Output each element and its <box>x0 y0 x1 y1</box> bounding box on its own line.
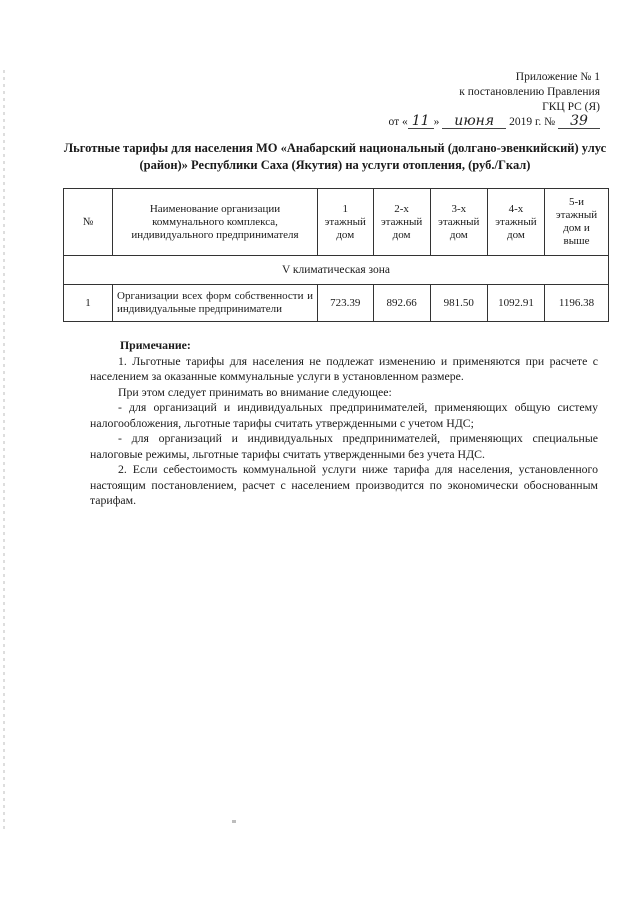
handwritten-day: 11 <box>408 115 434 129</box>
notes-heading: Примечание: <box>120 338 191 352</box>
tariff-5-floor: 1196.38 <box>545 285 609 322</box>
handwritten-month: июня <box>442 115 506 129</box>
decree-date-line <box>340 115 600 130</box>
row-num: 1 <box>64 285 113 322</box>
date-prefix: от « <box>388 116 408 128</box>
header-org-name: Наименование организации коммунального комплекса, индивидуального предпринимателя <box>113 189 318 256</box>
tariff-3-floor: 981.50 <box>430 285 487 322</box>
scan-edge-artifact <box>3 70 5 830</box>
agency-line: ГКЦ РС (Я) <box>542 101 600 113</box>
date-separator: » <box>433 116 440 128</box>
climate-zone-row <box>64 256 609 285</box>
document-title: Льготные тарифы для населения МО «Анабарский национальный (долгано-эвенкийский) улус (район)» Республики Саха (Якутия) на услуги отопления, (руб./Гкал) <box>63 141 607 172</box>
note-paragraph-5: 2. Если себестоимость коммунальной услуги ниже тарифа для населения, установленного настоящим постановлением, расчет с населением производится по экономически обоснованным тарифам. <box>90 462 598 507</box>
note-paragraph-2: При этом следует принимать во внимание следующее: <box>118 384 392 399</box>
handwritten-decree-number: 39 <box>558 115 600 129</box>
row-org: Организации всех форм собственности и индивидуальные предприниматели <box>113 285 318 322</box>
tariff-2-floor: 892.66 <box>373 285 430 322</box>
table-row <box>64 285 609 322</box>
table-header-row <box>64 189 609 256</box>
tariff-1-floor: 723.39 <box>318 285 374 322</box>
appendix-header <box>340 70 600 130</box>
note-paragraph-4: - для организаций и индивидуальных предпринимателей, применяющих специальные налоговые режимы, льготные тарифы считать утвержденными без учета НДС. <box>90 431 598 461</box>
header-col-4: 4-х этажный дом <box>487 189 544 256</box>
header-col-2: 2-х этажный дом <box>373 189 430 256</box>
tariff-table <box>63 188 609 322</box>
header-col-3: 3-х этажный дом <box>430 189 487 256</box>
header-col-5: 5-и этажный дом и выше <box>545 189 609 256</box>
date-year-prefix: 2019 г. № <box>509 116 556 128</box>
notes-section <box>90 338 598 509</box>
note-paragraph-1: 1. Льготные тарифы для населения не подлежат изменению и применяются при расчете с населением за оказанные коммунальные услуги в установленном размере. <box>90 353 598 383</box>
header-col-1: 1 этажный дом <box>318 189 374 256</box>
header-num: № <box>64 189 113 256</box>
appendix-line: Приложение № 1 <box>515 71 600 83</box>
tariff-4-floor: 1092.91 <box>487 285 544 322</box>
scan-speck <box>232 820 236 823</box>
note-paragraph-3: - для организаций и индивидуальных предпринимателей, применяющих общую систему налогообложения, льготные тарифы считать утвержденными с учетом НДС; <box>90 400 598 430</box>
decree-line: к постановлению Правления <box>459 86 600 98</box>
climate-zone: V климатическая зона <box>64 256 609 285</box>
